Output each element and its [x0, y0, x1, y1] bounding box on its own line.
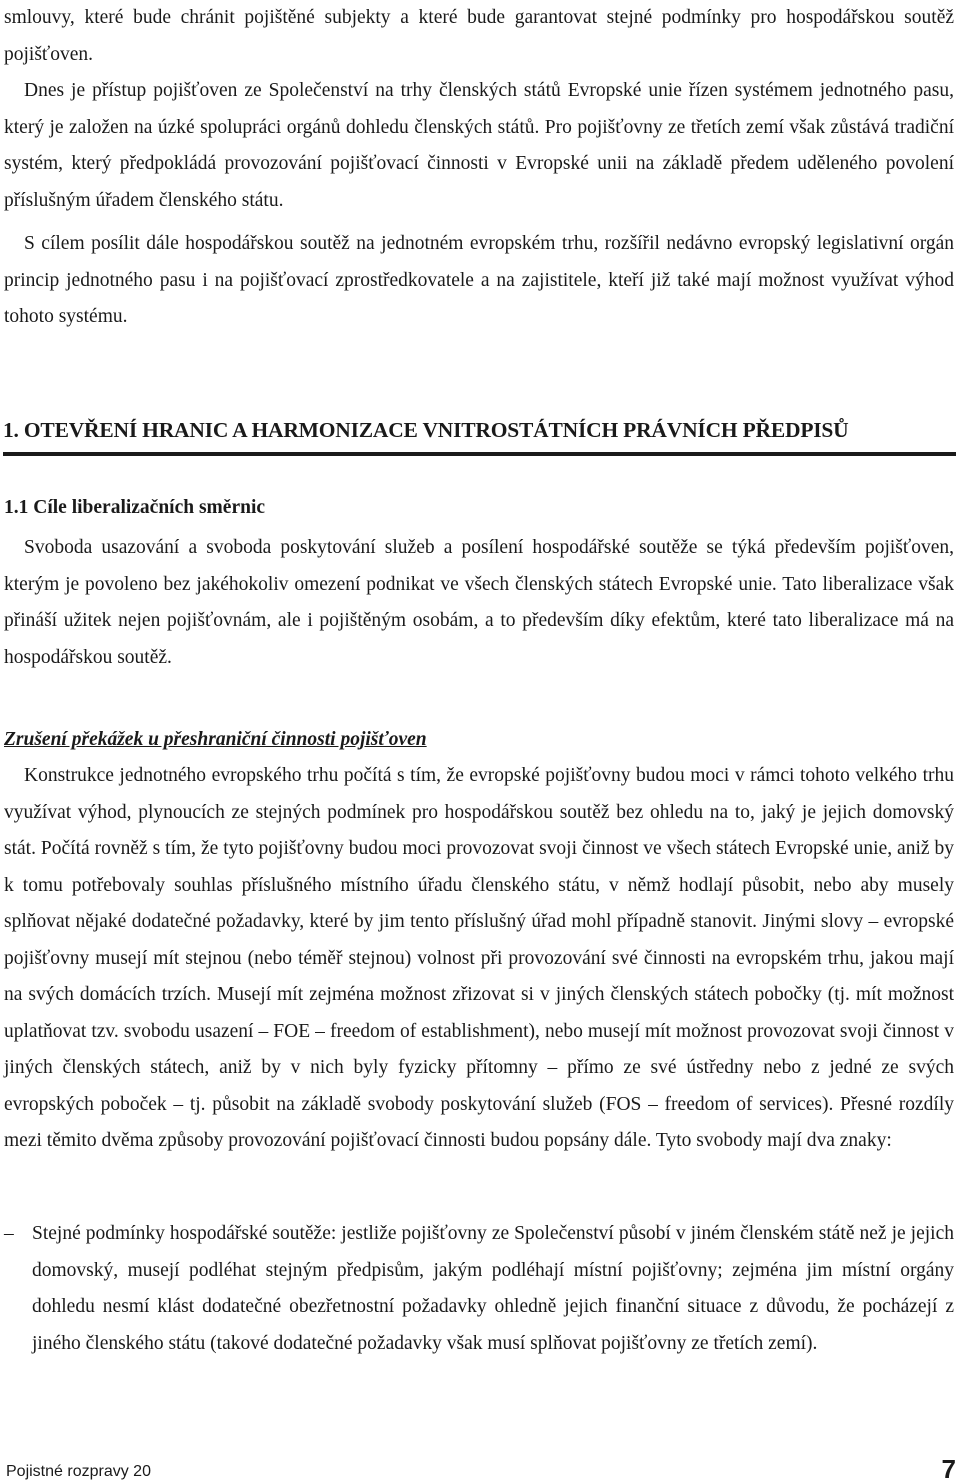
footer-publication: Pojistné rozpravy 20	[6, 1463, 151, 1480]
bullet-dash: –	[4, 1223, 14, 1244]
paragraph-single-market: Konstrukce jednotného evropského trhu počítá s tím, že evropské pojišťovny budou moci v rámci tohoto velkého trhu využívat výhod, plynoucích ze stejných podmínek pro hospodářskou soutěž bez ohledu na to, jaký je jejich domovský stát. Počítá rovněž s tím, že tyto pojišťovny budou moci provozovat svoji činnost ve všech státech Evropské unie, aniž by k tomu potřebovaly souhlas příslušného místního úřadu členského státu, v němž hodlají působit, nebo aby musely splňovat nějaké dodatečné požadavky, které by jim tento příslušný úřad mohl případně stanovit. Jinými slovy – evropské pojišťovny musejí mít stejnou (nebo téměř stejnou) volnost při provozování své činnosti na evropském trhu, jakou mají na svých domácích trzích. Musejí mít zejména možnost zřizovat si v jiných členských státech pobočky (tj. mít možnost uplatňovat tzv. svobodu usazení – FOE – freedom of establishment), nebo musejí mít možnost provozovat svoji činnost v jiných členských státech, aniž by v nich byly fyzicky přítomny – přímo ze své ústředny nebo z jedné ze svých evropských poboček – tj. působit na základě svobody poskytování služeb (FOS – freedom of services). Přesné rozdíly mezi těmito dvěma způsoby provozování pojišťovací činnosti budou popsány dále. Tyto svobody mají dva znaky:	[4, 765, 954, 1151]
paragraph-single-passport: Dnes je přístup pojišťoven ze Společenství na trhy členských států Evropské unie řízen systémem jednotného pasu, který je založen na úzké spolupráci orgánů dohledu členských států. Pro pojišťovny ze třetích zemí však zůstává tradiční systém, který předpokládá provozování pojišťovací činnosti v Evropské unii na základě předem uděleného povolení příslušným úřadem členského státu.	[4, 80, 954, 211]
paragraph-continuation: smlouvy, které bude chránit pojištěné subjekty a které bude garantovat stejné podmínky pro hospodářskou soutěž pojišťoven.	[4, 7, 954, 65]
bullet-text: Stejné podmínky hospodářské soutěže: jestliže pojišťovny ze Společenství působí v jiném členském státě než je jejich domovský, musejí podléhat stejným předpisům, jakým podléhají místní pojišťovny; zejména jim místní orgány dohledu nesmí klást dodatečné obezřetnostní požadavky ohledně jejich finanční situace z důvodu, že pocházejí z jiného členského státu (takové dodatečné požadavky však musí splňovat pojišťovny ze třetích zemí).	[32, 1223, 954, 1354]
paragraph-legislative-extension: S cílem posílit dále hospodářskou soutěž na jednotném evropském trhu, rozšířil nedávno evropský legislativní orgán princip jednotného pasu i na pojišťovací zprostředkovatele a na zajistitele, kteří již také mají možnost využívat výhod tohoto systému.	[4, 233, 954, 327]
section-heading: 1. OTEVŘENÍ HRANIC A HARMONIZACE VNITROSTÁTNÍCH PRÁVNÍCH PŘEDPISŮ	[3, 412, 956, 456]
italic-subheading: Zrušení překážek u přeshraniční činnosti pojišťoven	[4, 729, 427, 750]
page-number: 7	[941, 1454, 956, 1484]
subsection-heading: 1.1 Cíle liberalizačních směrnic	[4, 497, 266, 518]
paragraph-liberalization: Svoboda usazování a svoboda poskytování služeb a posílení hospodářské soutěže se týká především pojišťoven, kterým je povoleno bez jakéhokoliv omezení podnikat ve všech členských státech Evropské unie. Tato liberalizace však přináší užitek nejen pojišťovnám, ale i pojištěným osobám, a to především díky efektům, které tato liberalizace má na hospodářskou soutěž.	[4, 537, 954, 668]
bullet-list-item	[4, 1216, 954, 1362]
